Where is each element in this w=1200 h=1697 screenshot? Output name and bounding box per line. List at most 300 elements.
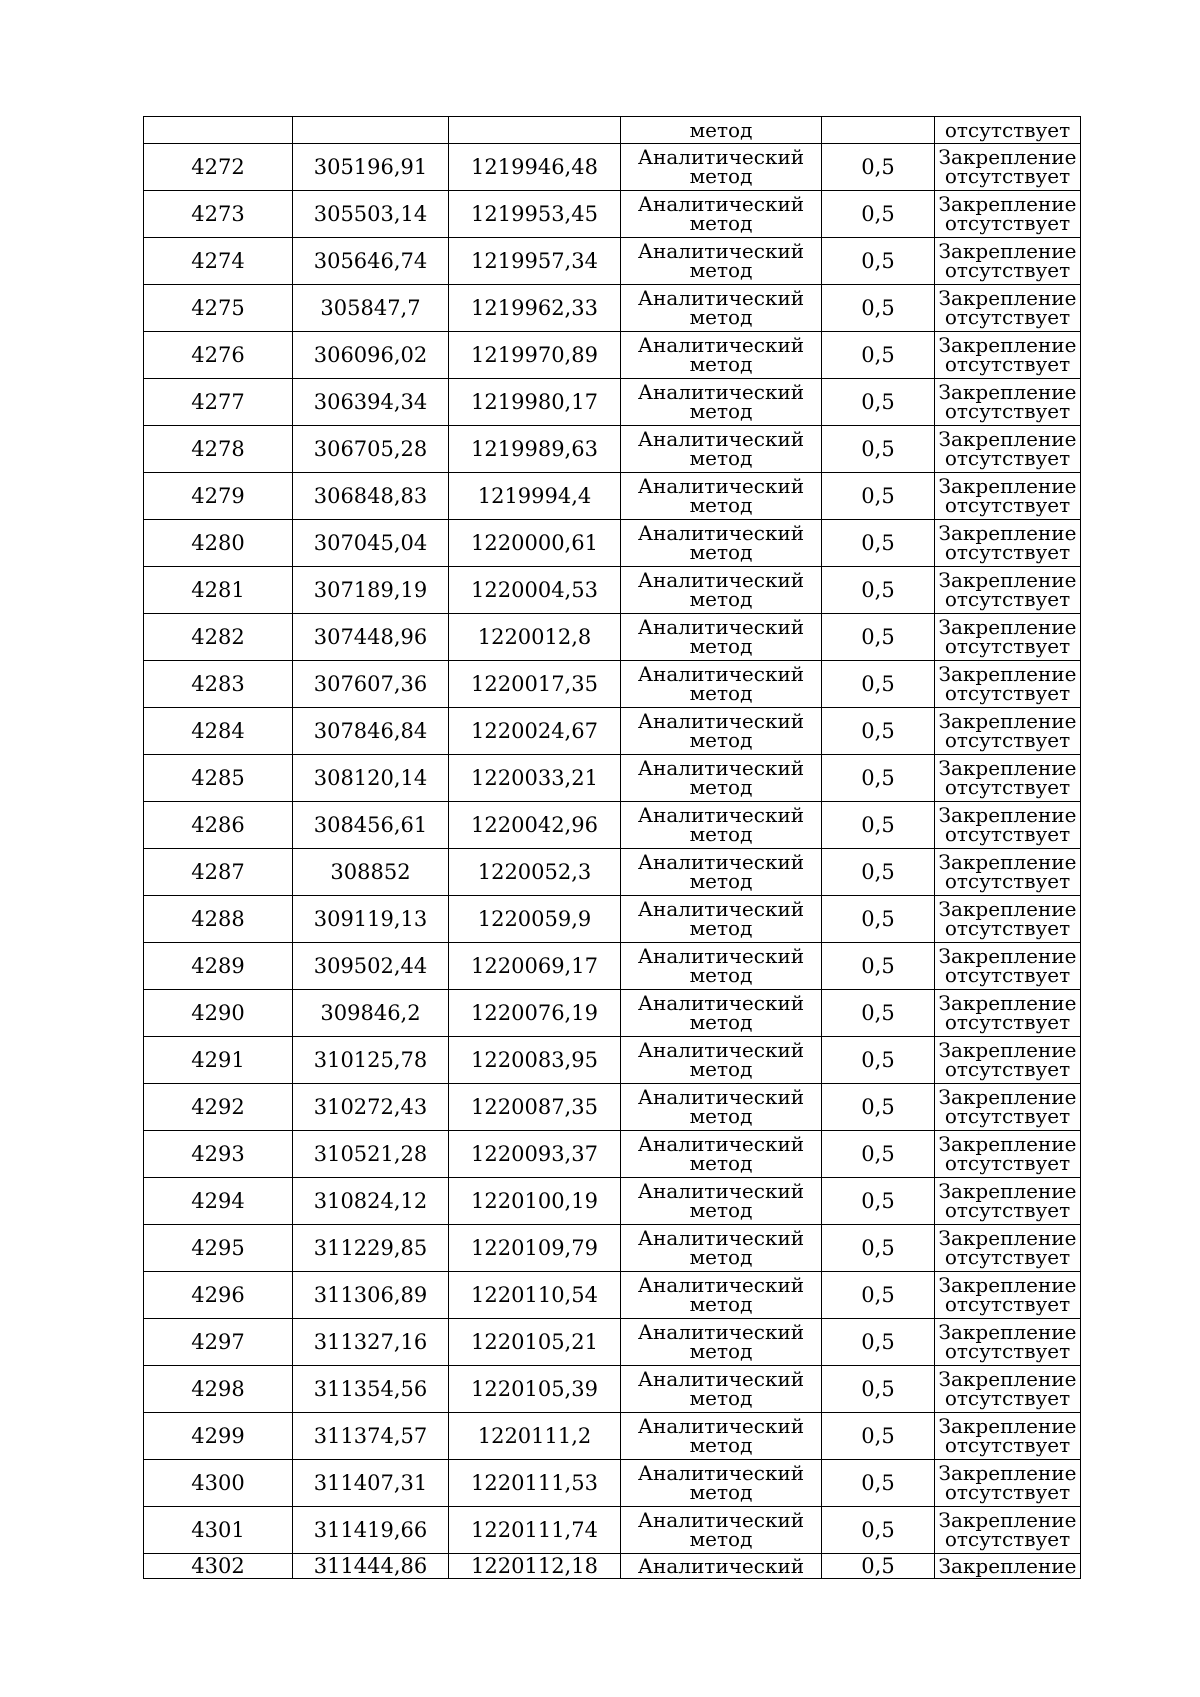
cell-method [621,896,822,943]
cell-accuracy: 0,5 [822,802,935,849]
cell-fixation [935,191,1081,238]
cell-point-number: 4276 [144,332,293,379]
cell-fixation: Закрепление [935,1554,1081,1579]
cell-method [621,144,822,191]
fixation-line-2: отсутствует [944,1057,1071,1081]
cell-accuracy: 0,5 [822,1131,935,1178]
method-line-1: Аналитический [637,286,805,310]
cell-fixation [935,1507,1081,1554]
method-line-2: метод [689,493,753,517]
method-line-1: Аналитический [637,1038,805,1062]
method-line-1: Аналитический [637,1461,805,1485]
cell-fixation [935,661,1081,708]
cell-y: 1220087,35 [449,1084,621,1131]
table-row [144,1037,1081,1084]
table-row [144,614,1081,661]
table-row [144,426,1081,473]
cell-accuracy: 0,5 [822,285,935,332]
fixation-line-2: отсутствует [944,963,1071,987]
cell-method [621,567,822,614]
fixation-line-2: отсутствует [944,305,1071,329]
method-line-2: метод [689,963,753,987]
fixation-line-1: Закрепление [938,1367,1077,1391]
cell-x: 306705,28 [293,426,449,473]
cell-fixation [935,426,1081,473]
method-line-2: метод [689,305,753,329]
table-row [144,1178,1081,1225]
cell-x: 307189,19 [293,567,449,614]
fixation-line-2: отсутствует [944,1433,1071,1457]
cell-accuracy: 0,5 [822,379,935,426]
cell-fixation [935,755,1081,802]
method-line-2: метод [689,1527,753,1551]
fixation-line-2: отсутствует [944,869,1071,893]
cell-fixation [935,1413,1081,1460]
method-line-1: Аналитический [637,1226,805,1250]
method-line-1: Аналитический [637,333,805,357]
cell-x: 305196,91 [293,144,449,191]
fixation-line-1: Закрепление [938,521,1077,545]
table-row [144,1319,1081,1366]
fixation-line-2: отсутствует [944,1151,1071,1175]
cell-y: 1220059,9 [449,896,621,943]
method-line-1: Аналитический [637,756,805,780]
fixation-line-1: Закрепление [938,474,1077,498]
cell-y: 1220109,79 [449,1225,621,1272]
fixation-line-1: Закрепление [938,1273,1077,1297]
cell-accuracy: 0,5 [822,1366,935,1413]
fixation-line-2: отсутствует [944,822,1071,846]
fixation-line-1: Закрепление [938,756,1077,780]
method-line-1: Аналитический [637,380,805,404]
cell-fixation [935,379,1081,426]
fixation-line-2: отсутствует [944,1198,1071,1222]
cell-accuracy: 0,5 [822,1319,935,1366]
method-line-1: Аналитический [637,474,805,498]
fixation-line-1: Закрепление [938,1461,1077,1485]
table-row-last [144,1554,1081,1579]
cell-method [621,661,822,708]
cell-point-number: 4274 [144,238,293,285]
cell-y: 1220069,17 [449,943,621,990]
fixation-line-2: отсутствует [944,775,1071,799]
method-line-2: метод [689,1339,753,1363]
cell-point-number: 4295 [144,1225,293,1272]
cell-accuracy: 0,5 [822,473,935,520]
cell-fixation [935,1319,1081,1366]
cell-fixation [935,990,1081,1037]
cell-point-number: 4294 [144,1178,293,1225]
cell-fixation [935,1131,1081,1178]
cell-point-number: 4296 [144,1272,293,1319]
cell-point-number: 4286 [144,802,293,849]
cell-method [621,1413,822,1460]
cell-x: 310824,12 [293,1178,449,1225]
cell-method [621,1131,822,1178]
fixation-line-1: Закрепление [938,850,1077,874]
method-line-2: метод [689,822,753,846]
cell-accuracy: 0,5 [822,1037,935,1084]
cell-accuracy: 0,5 [822,1460,935,1507]
cell-fixation [935,520,1081,567]
cell-x: 310521,28 [293,1131,449,1178]
cell-method [621,614,822,661]
cell-point-number: 4272 [144,144,293,191]
cell-accuracy: 0,5 [822,1225,935,1272]
cell-accuracy: 0,5 [822,144,935,191]
cell-point-number [144,117,293,144]
fixation-line-1: Закрепление [938,1226,1077,1250]
method-line-1: Аналитический [637,1320,805,1344]
fixation-line-1: Закрепление [938,615,1077,639]
cell-point-number: 4298 [144,1366,293,1413]
cell-y: 1220105,39 [449,1366,621,1413]
cell-y: 1220004,53 [449,567,621,614]
table-row [144,943,1081,990]
cell-y: 1219970,89 [449,332,621,379]
cell-accuracy: 0,5 [822,191,935,238]
method-line-2: метод [689,446,753,470]
method-line-1: Аналитический [637,568,805,592]
table-row [144,1131,1081,1178]
fixation-line-1: Закрепление [938,1320,1077,1344]
cell-x: 308852 [293,849,449,896]
cell-fixation [935,849,1081,896]
cell-y: 1220110,54 [449,1272,621,1319]
cell-x: 311229,85 [293,1225,449,1272]
cell-fixation [935,1460,1081,1507]
fixation-line-1: Закрепление [938,1414,1077,1438]
cell-point-number: 4275 [144,285,293,332]
cell-x: 308456,61 [293,802,449,849]
method-line-2: метод [689,1057,753,1081]
cell-point-number: 4273 [144,191,293,238]
cell-x: 307846,84 [293,708,449,755]
fixation-line-1: Закрепление [938,1132,1077,1156]
cell-point-number: 4302 [144,1554,293,1579]
cell-y: 1220112,18 [449,1554,621,1579]
method-line-2: метод [689,728,753,752]
fixation-line-1: Закрепление [938,709,1077,733]
method-line-2: метод [689,916,753,940]
fixation-line-1: Закрепление [938,991,1077,1015]
method-line-2: метод [689,258,753,282]
cell-y: 1220076,19 [449,990,621,1037]
method-line-1: Аналитический [637,145,805,169]
cell-fixation [935,332,1081,379]
cell-fixation [935,943,1081,990]
cell-y: 1220111,2 [449,1413,621,1460]
fixation-line-2: отсутствует [944,1527,1071,1551]
cell-method [621,473,822,520]
cell-method [621,1507,822,1554]
method-line-2: метод [689,634,753,658]
fixation-line-2: отсутствует [944,1010,1071,1034]
method-line-1: Аналитический [637,897,805,921]
cell-method [621,379,822,426]
cell-method [621,1225,822,1272]
fixation-line-1: Закрепление [938,333,1077,357]
fixation-line-2: отсутствует [944,634,1071,658]
cell-point-number: 4282 [144,614,293,661]
cell-accuracy: 0,5 [822,849,935,896]
cell-x: 310125,78 [293,1037,449,1084]
method-line-1: Аналитический [637,1414,805,1438]
cell-accuracy: 0,5 [822,238,935,285]
method-line-2: метод [689,352,753,376]
fixation-line-2: отсутствует [944,258,1071,282]
table-row [144,1225,1081,1272]
cell-fixation: отсутствует [935,117,1081,144]
cell-fixation [935,144,1081,191]
cell-accuracy: 0,5 [822,708,935,755]
cell-x: 307448,96 [293,614,449,661]
cell-accuracy: 0,5 [822,943,935,990]
cell-x: 306096,02 [293,332,449,379]
cell-accuracy: 0,5 [822,990,935,1037]
cell-y: 1220024,67 [449,708,621,755]
fixation-line-1: Закрепление [938,239,1077,263]
cell-method: Аналитический [621,1554,822,1579]
cell-x: 311374,57 [293,1413,449,1460]
fixation-line-1: Закрепление [938,662,1077,686]
cell-y: 1219989,63 [449,426,621,473]
cell-fixation [935,238,1081,285]
method-line-2: метод [689,1198,753,1222]
cell-method [621,520,822,567]
cell-x: 307607,36 [293,661,449,708]
fixation-line-1: Закрепление [938,1508,1077,1532]
fixation-line-1: Закрепление [938,145,1077,169]
cell-fixation [935,708,1081,755]
cell-accuracy: 0,5 [822,1178,935,1225]
cell-point-number: 4280 [144,520,293,567]
cell-accuracy: 0,5 [822,1413,935,1460]
cell-accuracy: 0,5 [822,1507,935,1554]
method-line-2: метод [689,1433,753,1457]
fixation-line-1: Закрепление [938,897,1077,921]
method-line-1: Аналитический [637,1132,805,1156]
table-row [144,473,1081,520]
cell-y: 1219953,45 [449,191,621,238]
cell-point-number: 4281 [144,567,293,614]
cell-accuracy: 0,5 [822,567,935,614]
method-line-1: Аналитический [637,850,805,874]
method-line-2: метод [689,1104,753,1128]
cell-method [621,943,822,990]
cell-y: 1220052,3 [449,849,621,896]
cell-y: 1219946,48 [449,144,621,191]
table-row [144,1272,1081,1319]
cell-method [621,755,822,802]
method-line-2: метод [689,1292,753,1316]
table-row [144,1460,1081,1507]
table-body [144,117,1081,1579]
fixation-line-2: отсутствует [944,399,1071,423]
method-line-1: Аналитический [637,1367,805,1391]
table-row [144,708,1081,755]
cell-x [293,117,449,144]
cell-method [621,332,822,379]
coordinates-table [143,116,1081,1579]
cell-y: 1220042,96 [449,802,621,849]
table-row [144,191,1081,238]
cell-method [621,1366,822,1413]
cell-accuracy: 0,5 [822,896,935,943]
cell-fixation [935,1225,1081,1272]
table-row [144,1084,1081,1131]
cell-method [621,1319,822,1366]
method-line-2: метод [689,1480,753,1504]
cell-x: 306394,34 [293,379,449,426]
cell-fixation [935,1366,1081,1413]
method-line-1: Аналитический [637,1508,805,1532]
cell-y: 1220017,35 [449,661,621,708]
cell-x: 305503,14 [293,191,449,238]
method-line-1: Аналитический [637,239,805,263]
cell-y: 1220105,21 [449,1319,621,1366]
cell-method [621,990,822,1037]
fixation-line-1: Закрепление [938,192,1077,216]
cell-point-number: 4287 [144,849,293,896]
fixation-line-2: отсутствует [944,1386,1071,1410]
cell-x: 311407,31 [293,1460,449,1507]
cell-accuracy: 0,5 [822,1272,935,1319]
table-row [144,238,1081,285]
cell-point-number: 4283 [144,661,293,708]
cell-accuracy: 0,5 [822,1554,935,1579]
fixation-line-2: отсутствует [944,1104,1071,1128]
fixation-line-2: отсутствует [944,1245,1071,1269]
cell-point-number: 4301 [144,1507,293,1554]
method-line-1: Аналитический [637,662,805,686]
cell-accuracy: 0,5 [822,520,935,567]
cell-fixation [935,614,1081,661]
cell-point-number: 4300 [144,1460,293,1507]
fixation-line-2: отсутствует [944,1292,1071,1316]
cell-y [449,117,621,144]
table-row-continuation [144,117,1081,144]
table-row [144,1413,1081,1460]
method-line-1: Аналитический [637,1179,805,1203]
cell-method [621,1272,822,1319]
method-line-1: Аналитический [637,991,805,1015]
cell-method [621,426,822,473]
cell-y: 1220083,95 [449,1037,621,1084]
cell-x: 307045,04 [293,520,449,567]
method-line-2: метод [689,540,753,564]
cell-x: 311306,89 [293,1272,449,1319]
cell-point-number: 4289 [144,943,293,990]
cell-x: 308120,14 [293,755,449,802]
cell-point-number: 4297 [144,1319,293,1366]
table-row [144,520,1081,567]
method-line-2: метод [689,681,753,705]
table-row [144,1507,1081,1554]
fixation-line-1: Закрепление [938,944,1077,968]
table-row [144,332,1081,379]
cell-y: 1220111,53 [449,1460,621,1507]
cell-method [621,802,822,849]
cell-fixation [935,896,1081,943]
fixation-line-2: отсутствует [944,1480,1071,1504]
cell-y: 1219962,33 [449,285,621,332]
cell-method [621,238,822,285]
cell-x: 311327,16 [293,1319,449,1366]
cell-accuracy [822,117,935,144]
method-line-1: Аналитический [637,944,805,968]
cell-point-number: 4277 [144,379,293,426]
fixation-line-1: Закрепление [938,427,1077,451]
cell-y: 1220100,19 [449,1178,621,1225]
cell-fixation [935,1272,1081,1319]
table-row [144,567,1081,614]
fixation-line-1: Закрепление [938,286,1077,310]
method-line-2: метод [689,775,753,799]
cell-accuracy: 0,5 [822,661,935,708]
fixation-line-2: отсутствует [944,493,1071,517]
fixation-line-2: отсутствует [944,728,1071,752]
cell-fixation [935,1178,1081,1225]
table-row [144,144,1081,191]
fixation-line-2: отсутствует [944,446,1071,470]
cell-point-number: 4288 [144,896,293,943]
cell-accuracy: 0,5 [822,332,935,379]
fixation-line-1: Закрепление [938,380,1077,404]
method-line-2: метод [689,164,753,188]
cell-point-number: 4290 [144,990,293,1037]
cell-x: 305847,7 [293,285,449,332]
method-line-1: Аналитический [637,1273,805,1297]
method-line-2: метод [689,587,753,611]
method-line-1: Аналитический [637,427,805,451]
fixation-line-2: отсутствует [944,352,1071,376]
table-row [144,896,1081,943]
method-line-2: метод [689,211,753,235]
fixation-line-1: Закрепление [938,1085,1077,1109]
cell-y: 1219957,34 [449,238,621,285]
method-line-1: Аналитический [637,615,805,639]
cell-method [621,191,822,238]
table-row [144,285,1081,332]
cell-method [621,1084,822,1131]
cell-x: 311444,86 [293,1554,449,1579]
cell-method: метод [621,117,822,144]
fixation-line-2: отсутствует [944,164,1071,188]
cell-x: 309502,44 [293,943,449,990]
cell-x: 309846,2 [293,990,449,1037]
fixation-line-1: Закрепление [938,1038,1077,1062]
cell-point-number: 4279 [144,473,293,520]
table-row [144,379,1081,426]
method-line-1: Аналитический [637,709,805,733]
cell-fixation [935,802,1081,849]
fixation-line-2: отсутствует [944,540,1071,564]
cell-x: 311419,66 [293,1507,449,1554]
cell-y: 1220012,8 [449,614,621,661]
table-row [144,802,1081,849]
cell-x: 310272,43 [293,1084,449,1131]
method-line-1: Аналитический [637,192,805,216]
cell-method [621,1037,822,1084]
cell-point-number: 4278 [144,426,293,473]
cell-accuracy: 0,5 [822,426,935,473]
fixation-line-2: отсутствует [944,587,1071,611]
cell-accuracy: 0,5 [822,614,935,661]
cell-accuracy: 0,5 [822,755,935,802]
cell-method [621,285,822,332]
fixation-line-1: Закрепление [938,568,1077,592]
